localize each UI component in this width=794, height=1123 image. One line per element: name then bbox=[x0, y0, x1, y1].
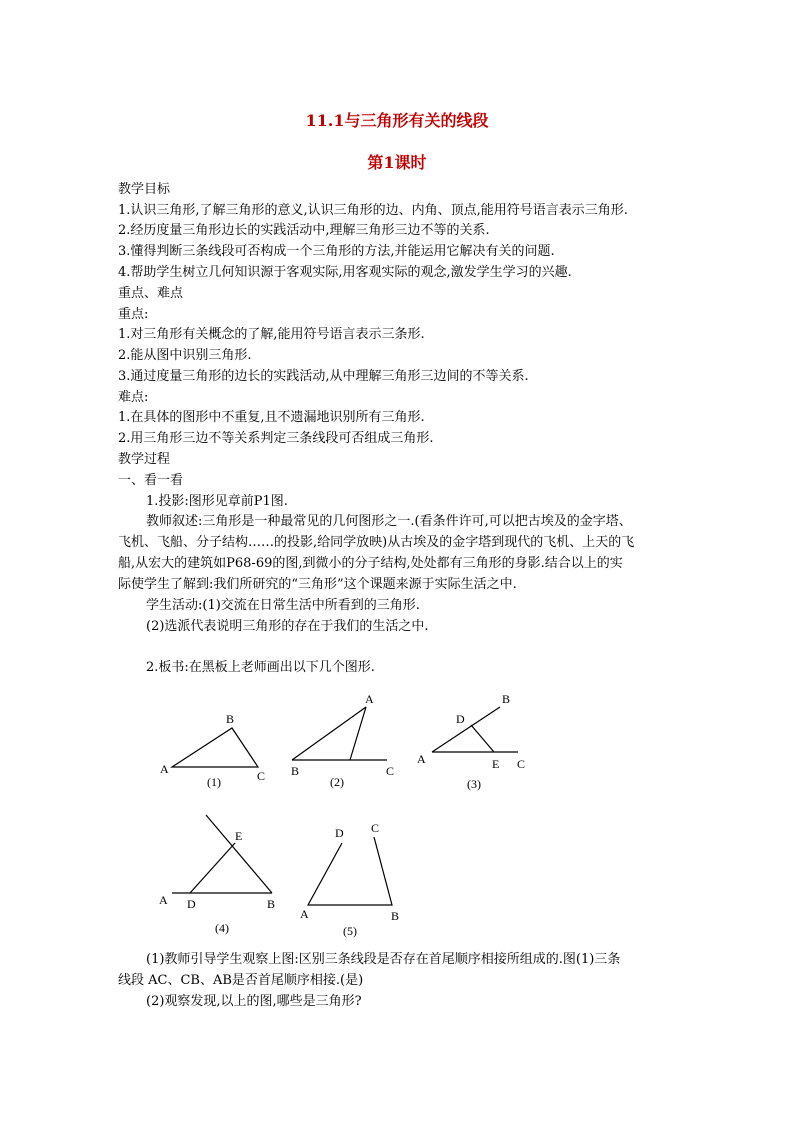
paragraph: 1.投影:图形见章前P1图. bbox=[146, 494, 288, 509]
figure-caption: (4) bbox=[215, 921, 229, 935]
goal-item: 2.经历度量三角形边长的实践活动中,理解三角形三边不等的关系. bbox=[118, 223, 490, 238]
label-c: C bbox=[257, 769, 266, 783]
section-heading: 一、看一看 bbox=[118, 473, 184, 488]
goal-item: 4.帮助学生树立几何知识源于客观实际,用客观实际的观念,激发学生学习的兴趣. bbox=[118, 265, 572, 280]
paragraph: 2.板书:在黑板上老师画出以下几个图形. bbox=[146, 660, 375, 675]
figure-caption: (1) bbox=[207, 775, 221, 789]
figure-3 bbox=[417, 692, 525, 791]
paragraph: 学生活动:(1)交流在日常生活中所看到的三角形. bbox=[146, 598, 420, 613]
paragraph: 线段 AC、CB、AB是否首尾顺序相接.(是) bbox=[118, 973, 364, 988]
difficulty-item: 2.用三角形三边不等关系判定三条线段可否组成三角形. bbox=[118, 431, 434, 446]
paragraph: (2)观察发现,以上的图,哪些是三角形? bbox=[146, 994, 362, 1009]
label-b: B bbox=[391, 909, 400, 923]
difficulty-label: 难点: bbox=[118, 390, 149, 405]
figure-caption: (5) bbox=[343, 924, 357, 938]
figure-caption: (3) bbox=[467, 777, 481, 791]
paragraph: (1)教师引导学生观察上图:区别三条线段是否存在首尾顺序相接所组成的.图(1)三条 bbox=[146, 952, 621, 967]
label-d: D bbox=[456, 712, 465, 726]
key-item: 1.对三角形有关概念的了解,能用符号语言表示三条形. bbox=[118, 327, 425, 342]
label-b: B bbox=[226, 712, 235, 726]
paragraph: 飞机、飞船、分子结构……的投影,给同学放映)从古埃及的金字塔到现代的飞机、上天的飞 bbox=[118, 535, 635, 550]
paragraph: (2)选派代表说明三角形的存在于我们的生活之中. bbox=[146, 619, 429, 634]
segment-a-base bbox=[350, 707, 366, 760]
label-a: A bbox=[365, 692, 374, 706]
paragraph: 教师叙述:三角形是一种最常见的几何图形之一.(看条件许可,可以把古埃及的金字塔、 bbox=[146, 514, 632, 529]
key-item: 2.能从图中识别三角形. bbox=[118, 348, 252, 363]
goal-item: 3.懂得判断三条线段可否构成一个三角形的方法,并能运用它解决有关的问题. bbox=[118, 244, 555, 259]
goals-heading: 教学目标 bbox=[118, 182, 171, 197]
paragraph: 际使学生了解到:我们所研究的“三角形”这个课题来源于实际生活之中. bbox=[118, 577, 517, 592]
label-a: A bbox=[160, 762, 169, 776]
label-b: B bbox=[502, 692, 511, 706]
key-item: 3.通过度量三角形的边长的实践活动,从中理解三角形三边间的不等关系. bbox=[118, 369, 529, 384]
paragraph: 船,从宏大的建筑如P68-69的图,到微小的分子结构,处处都有三角形的身影.结合以上的实 bbox=[118, 556, 623, 571]
difficulty-item: 1.在具体的图形中不重复,且不遗漏地识别所有三角形. bbox=[118, 410, 425, 425]
goal-item: 1.认识三角形,了解三角形的意义,认识三角形的边、内角、顶点,能用符号语言表示三角形. bbox=[118, 203, 628, 218]
lesson-subtitle: 第1课时 bbox=[367, 153, 427, 172]
figure-2 bbox=[291, 692, 394, 789]
triangle-abc bbox=[172, 728, 258, 767]
segment-ab bbox=[432, 707, 500, 752]
label-d: D bbox=[187, 897, 196, 911]
trapezoid-open bbox=[308, 837, 392, 905]
label-e: E bbox=[492, 757, 500, 771]
figure-4 bbox=[159, 815, 275, 935]
label-a: A bbox=[159, 893, 168, 907]
label-a: A bbox=[300, 907, 309, 921]
label-e: E bbox=[235, 829, 243, 843]
key-label: 重点: bbox=[118, 307, 149, 322]
label-a: A bbox=[417, 752, 426, 766]
figure-caption: (2) bbox=[330, 775, 344, 789]
label-c: C bbox=[386, 764, 395, 778]
label-b: B bbox=[267, 897, 276, 911]
label-c: C bbox=[517, 757, 526, 771]
page-title: 11.1与三角形有关的线段 bbox=[305, 111, 489, 130]
keypoints-heading: 重点、难点 bbox=[118, 286, 184, 301]
process-heading: 教学过程 bbox=[118, 452, 171, 467]
label-c: C bbox=[371, 821, 380, 835]
label-b: B bbox=[291, 764, 300, 778]
figure-5 bbox=[300, 821, 399, 938]
segment-ba bbox=[292, 707, 366, 760]
segment-eb bbox=[206, 815, 272, 893]
segment-de bbox=[471, 725, 494, 752]
figure-1 bbox=[160, 712, 265, 789]
segment-de bbox=[190, 843, 235, 893]
label-d: D bbox=[335, 826, 344, 840]
